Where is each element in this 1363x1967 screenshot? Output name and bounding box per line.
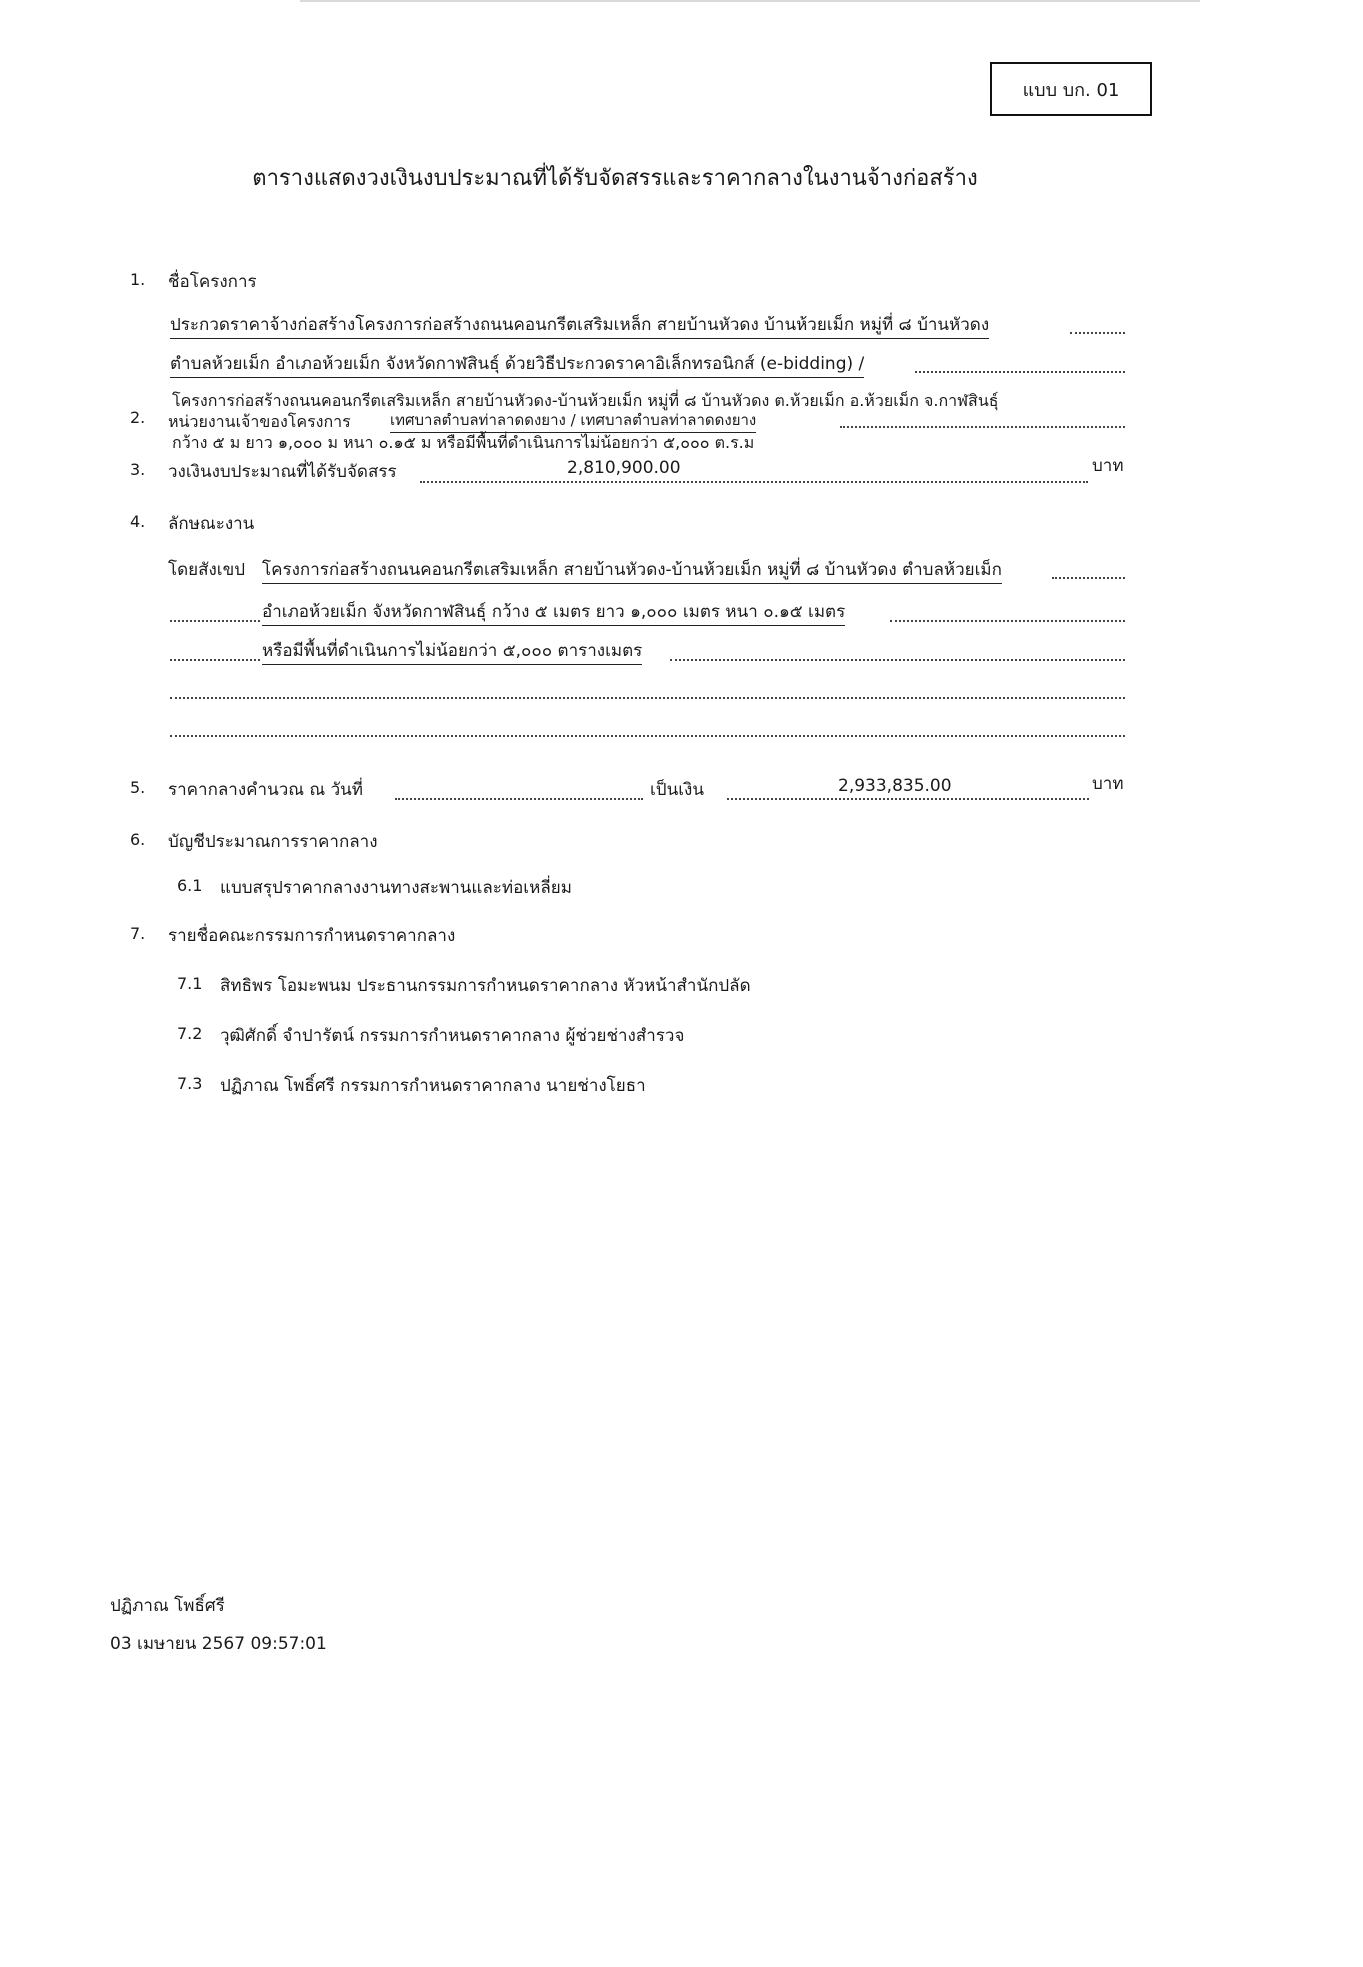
dotted-line xyxy=(1070,332,1125,334)
dotted-line xyxy=(727,798,1089,800)
amount-label: เป็นเงิน xyxy=(650,780,704,800)
project-name-line1: ประกวดราคาจ้างก่อสร้างโครงการก่อสร้างถนนคอนกรีตเสริมเหล็ก สายบ้านหัวดง บ้านห้วยเม็ก หมู่ที่ ๘ บ้านหัวดง xyxy=(170,311,989,339)
section1-number: 1. xyxy=(130,270,146,289)
item-number: 7.1 xyxy=(177,974,203,993)
dotted-line xyxy=(170,659,260,661)
form-code: แบบ บก. 01 xyxy=(1022,79,1120,101)
print-timestamp: 03 เมษายน 2567 09:57:01 xyxy=(110,1634,327,1654)
estimate-item: แบบสรุปราคากลางงานทางสะพานและท่อเหลี่ยม xyxy=(220,878,572,898)
item-number: 6.1 xyxy=(177,876,203,895)
form-code-box xyxy=(990,62,1152,116)
dotted-line xyxy=(1052,577,1125,579)
project-name-line2: ตำบลห้วยเม็ก อำเภอห้วยเม็ก จังหวัดกาฬสินธุ์ ด้วยวิธีประกวดราคาอิเล็กทรอนิกส์ (e-bidding) / xyxy=(170,350,864,378)
work-description-line2: อำเภอห้วยเม็ก จังหวัดกาฬสินธุ์ กว้าง ๕ เมตร ยาว ๑,๐๐๐ เมตร หนา ๐.๑๕ เมตร xyxy=(262,598,845,626)
date-dotted-line xyxy=(395,798,643,800)
section5-label: ราคากลางคำนวณ ณ วันที่ xyxy=(168,780,363,800)
committee-member: สิทธิพร โอมะพนม ประธานกรรมการกำหนดราคากลาง หัวหน้าสำนักปลัด xyxy=(220,976,751,996)
section4-label: ลักษณะงาน xyxy=(168,514,255,534)
dotted-line xyxy=(670,659,1125,661)
committee-member: วุฒิศักดิ์ จำปารัตน์ กรรมการกำหนดราคากลาง ผู้ช่วยช่างสำรวจ xyxy=(220,1026,685,1046)
work-description-line1: โครงการก่อสร้างถนนคอนกรีตเสริมเหล็ก สายบ้านหัวดง-บ้านห้วยเม็ก หมู่ที่ ๘ บ้านหัวดง ตำบลห้วยเม็ก xyxy=(262,556,1002,584)
project-owner: เทศบาลตำบลท่าลาดดงยาง / เทศบาลตำบลท่าลาดดงยาง xyxy=(390,408,756,433)
section4-sublabel: โดยสังเขป xyxy=(168,560,246,580)
section2-label: หน่วยงานเจ้าของโครงการ xyxy=(168,412,351,431)
dotted-line xyxy=(420,481,1088,483)
committee-member: ปฏิภาณ โพธิ์ศรี กรรมการกำหนดราคากลาง นายช่างโยธา xyxy=(220,1076,646,1096)
dotted-line xyxy=(890,620,1125,622)
dotted-line xyxy=(915,371,1125,373)
median-price-unit: บาท xyxy=(1092,774,1124,794)
signer-name: ปฏิภาณ โพธิ์ศรี xyxy=(110,1596,225,1616)
budget-unit: บาท xyxy=(1092,456,1124,476)
dotted-line xyxy=(170,697,1125,699)
section6-number: 6. xyxy=(130,830,146,849)
work-description-line3: หรือมีพื้นที่ดำเนินการไม่น้อยกว่า ๕,๐๐๐ ตารางเมตร xyxy=(262,637,642,665)
scan-edge-line xyxy=(300,0,1200,2)
dotted-line xyxy=(170,735,1125,737)
section3-number: 3. xyxy=(130,460,146,479)
project-name-line3: โครงการก่อสร้างถนนคอนกรีตเสริมเหล็ก สายบ้านหัวดง-บ้านห้วยเม็ก หมู่ที่ ๘ บ้านหัวดง ต.ห้วยเม็ก อ.ห้วยเม็ก จ.กาฬสินธุ์ xyxy=(172,391,999,410)
document-title: ตารางแสดงวงเงินงบประมาณที่ได้รับจัดสรรและราคากลางในงานจ้างก่อสร้าง xyxy=(252,166,978,191)
section6-label: บัญชีประมาณการราคากลาง xyxy=(168,832,378,852)
item-number: 7.2 xyxy=(177,1024,203,1043)
item-number: 7.3 xyxy=(177,1074,203,1093)
median-price-amount: 2,933,835.00 xyxy=(838,776,952,796)
section7-label: รายชื่อคณะกรรมการกำหนดราคากลาง xyxy=(168,926,456,946)
dotted-line xyxy=(170,620,260,622)
budget-amount: 2,810,900.00 xyxy=(567,458,681,478)
section7-number: 7. xyxy=(130,924,146,943)
section1-label: ชื่อโครงการ xyxy=(168,272,257,292)
project-name-line4: กว้าง ๕ ม ยาว ๑,๐๐๐ ม หนา ๐.๑๕ ม หรือมีพื้นที่ดำเนินการไม่น้อยกว่า ๕,๐๐๐ ต.ร.ม xyxy=(172,433,755,452)
section4-number: 4. xyxy=(130,512,146,531)
section2-number: 2. xyxy=(130,408,146,427)
dotted-line xyxy=(840,426,1125,428)
section5-number: 5. xyxy=(130,778,146,797)
section3-label: วงเงินงบประมาณที่ได้รับจัดสรร xyxy=(168,462,397,482)
